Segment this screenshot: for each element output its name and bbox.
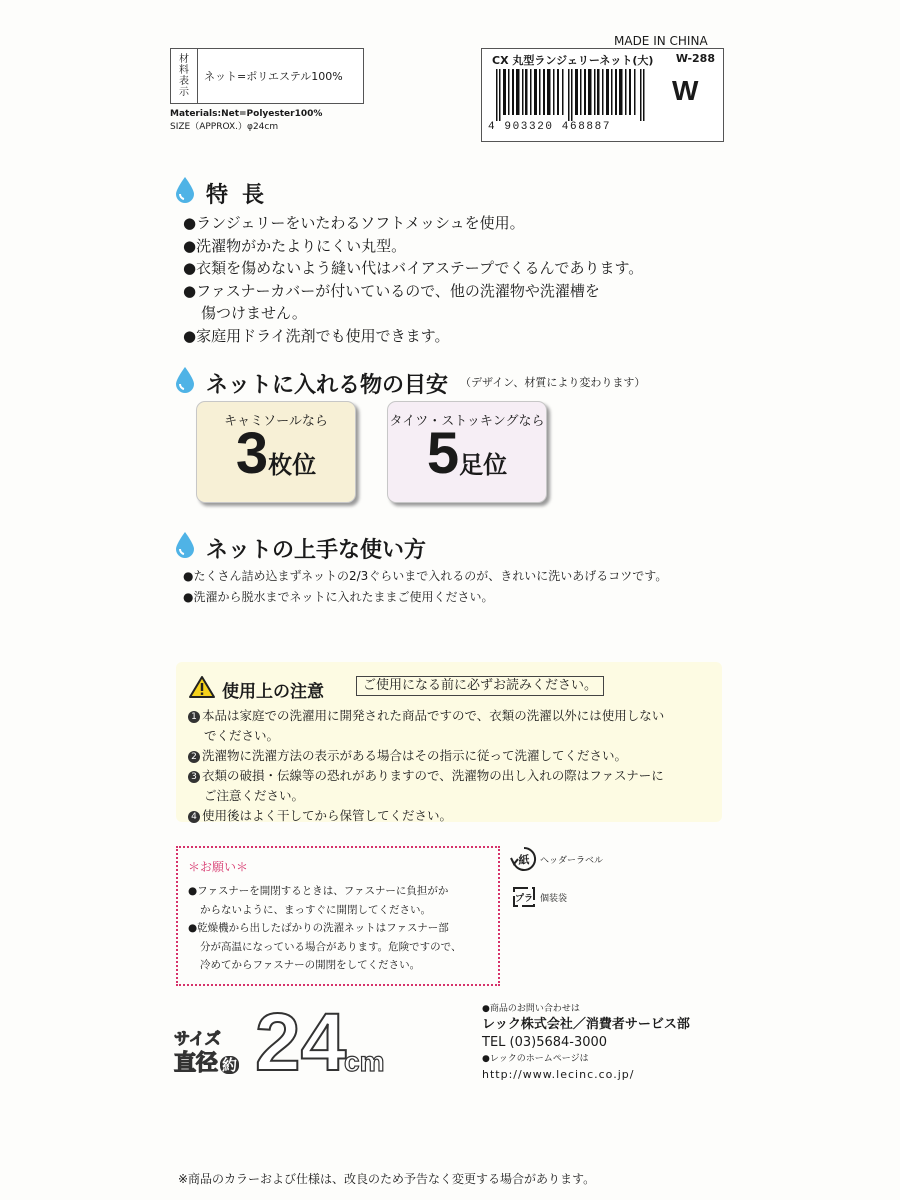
barcode-number: 4 903320 468887 <box>488 121 612 133</box>
water-drop-icon <box>174 531 196 559</box>
list-item: ●ファスナーを開閉するときは、ファスナーに負担がか <box>188 885 449 897</box>
contact-info <box>482 1002 690 1084</box>
number-badge: 4 <box>188 811 200 823</box>
material-box <box>170 48 364 104</box>
plastic-recycle-mark <box>510 884 567 910</box>
size-diameter <box>174 1046 239 1077</box>
list-item: ご注意ください。 <box>204 788 305 803</box>
company-name: レック株式会社／消費者サービス部 <box>482 1017 690 1032</box>
usage-title: ネットの上手な使い方 <box>206 538 427 563</box>
caution-text: 本品は家庭での洗濯用に開発された商品ですので、衣類の洗濯以外には使用しない <box>202 708 665 723</box>
size-unit: cm <box>344 1046 385 1077</box>
paper-recycle-mark <box>510 846 603 872</box>
card-label: キャミソールなら <box>224 414 328 429</box>
usage-list <box>183 566 667 608</box>
capacity-note: （デザイン、材質により変わります） <box>460 376 646 389</box>
number-badge: 1 <box>188 711 200 723</box>
card-value <box>388 420 546 487</box>
caution-text: 衣類の破損・伝線等の恐れがありますので、洗濯物の出し入れの際はファスナーに <box>202 768 664 783</box>
list-item: でください。 <box>204 728 280 743</box>
list-item: ●たくさん詰め込まずネットの2/3ぐらいまで入れるのが、きれいに洗いあげるコツです。 <box>183 569 668 583</box>
water-drop-icon <box>174 176 196 204</box>
material-english <box>170 108 322 134</box>
recycle-plastic-icon <box>510 884 538 910</box>
barcode-label <box>481 48 724 142</box>
size-label: サイズ <box>174 1029 221 1048</box>
paper-mark-text: 紙 <box>518 853 530 867</box>
number-badge: 2 <box>188 751 200 763</box>
card-label: タイツ・ストッキングなら <box>389 414 545 429</box>
caution-title: 使用上の注意 <box>222 682 324 702</box>
list-item: ●洗濯から脱水までネットに入れたままご使用ください。 <box>183 590 494 604</box>
recycle-paper-icon <box>510 846 538 872</box>
card-number: 5 <box>426 421 460 486</box>
size-value: 24 <box>255 997 347 1088</box>
caution-note: ご使用になる前に必ずお読みください。 <box>356 676 604 696</box>
card-unit: 枚位 <box>268 451 317 479</box>
list-item: ●ファスナーカバーが付いているので、他の洗濯物や洗濯槽を <box>183 281 600 300</box>
capacity-card-tights <box>387 401 547 503</box>
size-en-text: SIZE（APPROX.）φ24cm <box>170 122 279 132</box>
features-list <box>183 212 643 347</box>
capacity-card-camisole <box>196 401 356 503</box>
plastic-recycle-label: 個装袋 <box>540 893 568 904</box>
made-in: MADE IN CHINA <box>614 34 708 48</box>
water-drop-icon <box>174 366 196 394</box>
material-label <box>171 49 198 103</box>
warning-icon <box>188 675 216 699</box>
list-item <box>188 766 664 786</box>
paper-recycle-label: ヘッダーラベル <box>540 855 604 866</box>
list-item: ●ランジェリーをいたわるソフトメッシュを使用。 <box>183 214 525 232</box>
diameter-label: 直径 <box>174 1051 219 1076</box>
barcode-icon <box>496 69 646 121</box>
request-list <box>188 882 461 975</box>
list-item: ●家庭用ドライ洗剤でも使用できます。 <box>183 326 450 345</box>
caution-panel <box>176 662 722 822</box>
product-letter: W <box>672 75 699 106</box>
material-en-text: Materials:Net=Polyester100% <box>170 109 323 119</box>
material-value: ネット=ポリエステル100% <box>204 70 343 83</box>
list-item <box>188 746 664 766</box>
number-badge: 3 <box>188 771 200 783</box>
list-item: 分が高温になっている場合があります。危険ですので、 <box>200 940 462 953</box>
features-title: 特長 <box>206 183 279 208</box>
list-item: ●衣類を傷めないよう縫い代はバイアステープでくるんであります。 <box>183 259 644 277</box>
list-item <box>188 706 664 726</box>
list-item: からないように、まっすぐに開閉してください。 <box>200 903 431 916</box>
homepage-label: ●レックのホームページは <box>482 1054 589 1064</box>
inquiry-label: ●商品のお問い合わせは <box>482 1004 580 1014</box>
product-code: W-288 <box>675 52 715 65</box>
request-title: ＊お願い＊ <box>188 860 249 874</box>
plastic-mark-text: プラ <box>514 894 534 904</box>
website-link[interactable]: http://www.lecinc.co.jp/ <box>482 1068 635 1081</box>
caution-list <box>188 706 664 826</box>
material-label-text: 材料表示 <box>179 54 189 98</box>
footer-note: ※商品のカラーおよび仕様は、改良のため予告なく変更する場合があります。 <box>178 1172 596 1186</box>
card-number: 3 <box>235 421 269 486</box>
capacity-title: ネットに入れる物の目安 <box>206 373 449 398</box>
list-item <box>188 806 664 826</box>
list-item: ●洗濯物がかたよりにくい丸型。 <box>183 236 407 255</box>
list-item: 冷めてからファスナーの開閉をしてください。 <box>200 959 421 971</box>
caution-text: 洗濯物に洗濯方法の表示がある場合はその指示に従って洗濯してください。 <box>202 748 628 763</box>
caution-text: 使用後はよく干してから保管してください。 <box>202 808 453 823</box>
list-item: 傷つけません。 <box>201 304 307 322</box>
list-item: ●乾燥機から出したばかりの洗濯ネットはファスナー部 <box>188 922 449 934</box>
card-unit: 足位 <box>459 451 508 479</box>
product-title: CX 丸型ランジェリーネット(大) <box>492 54 654 67</box>
approx-label: 約 <box>222 1055 238 1074</box>
card-value <box>197 420 355 487</box>
phone-number: TEL (03)5684-3000 <box>482 1035 608 1050</box>
request-box <box>176 846 500 986</box>
